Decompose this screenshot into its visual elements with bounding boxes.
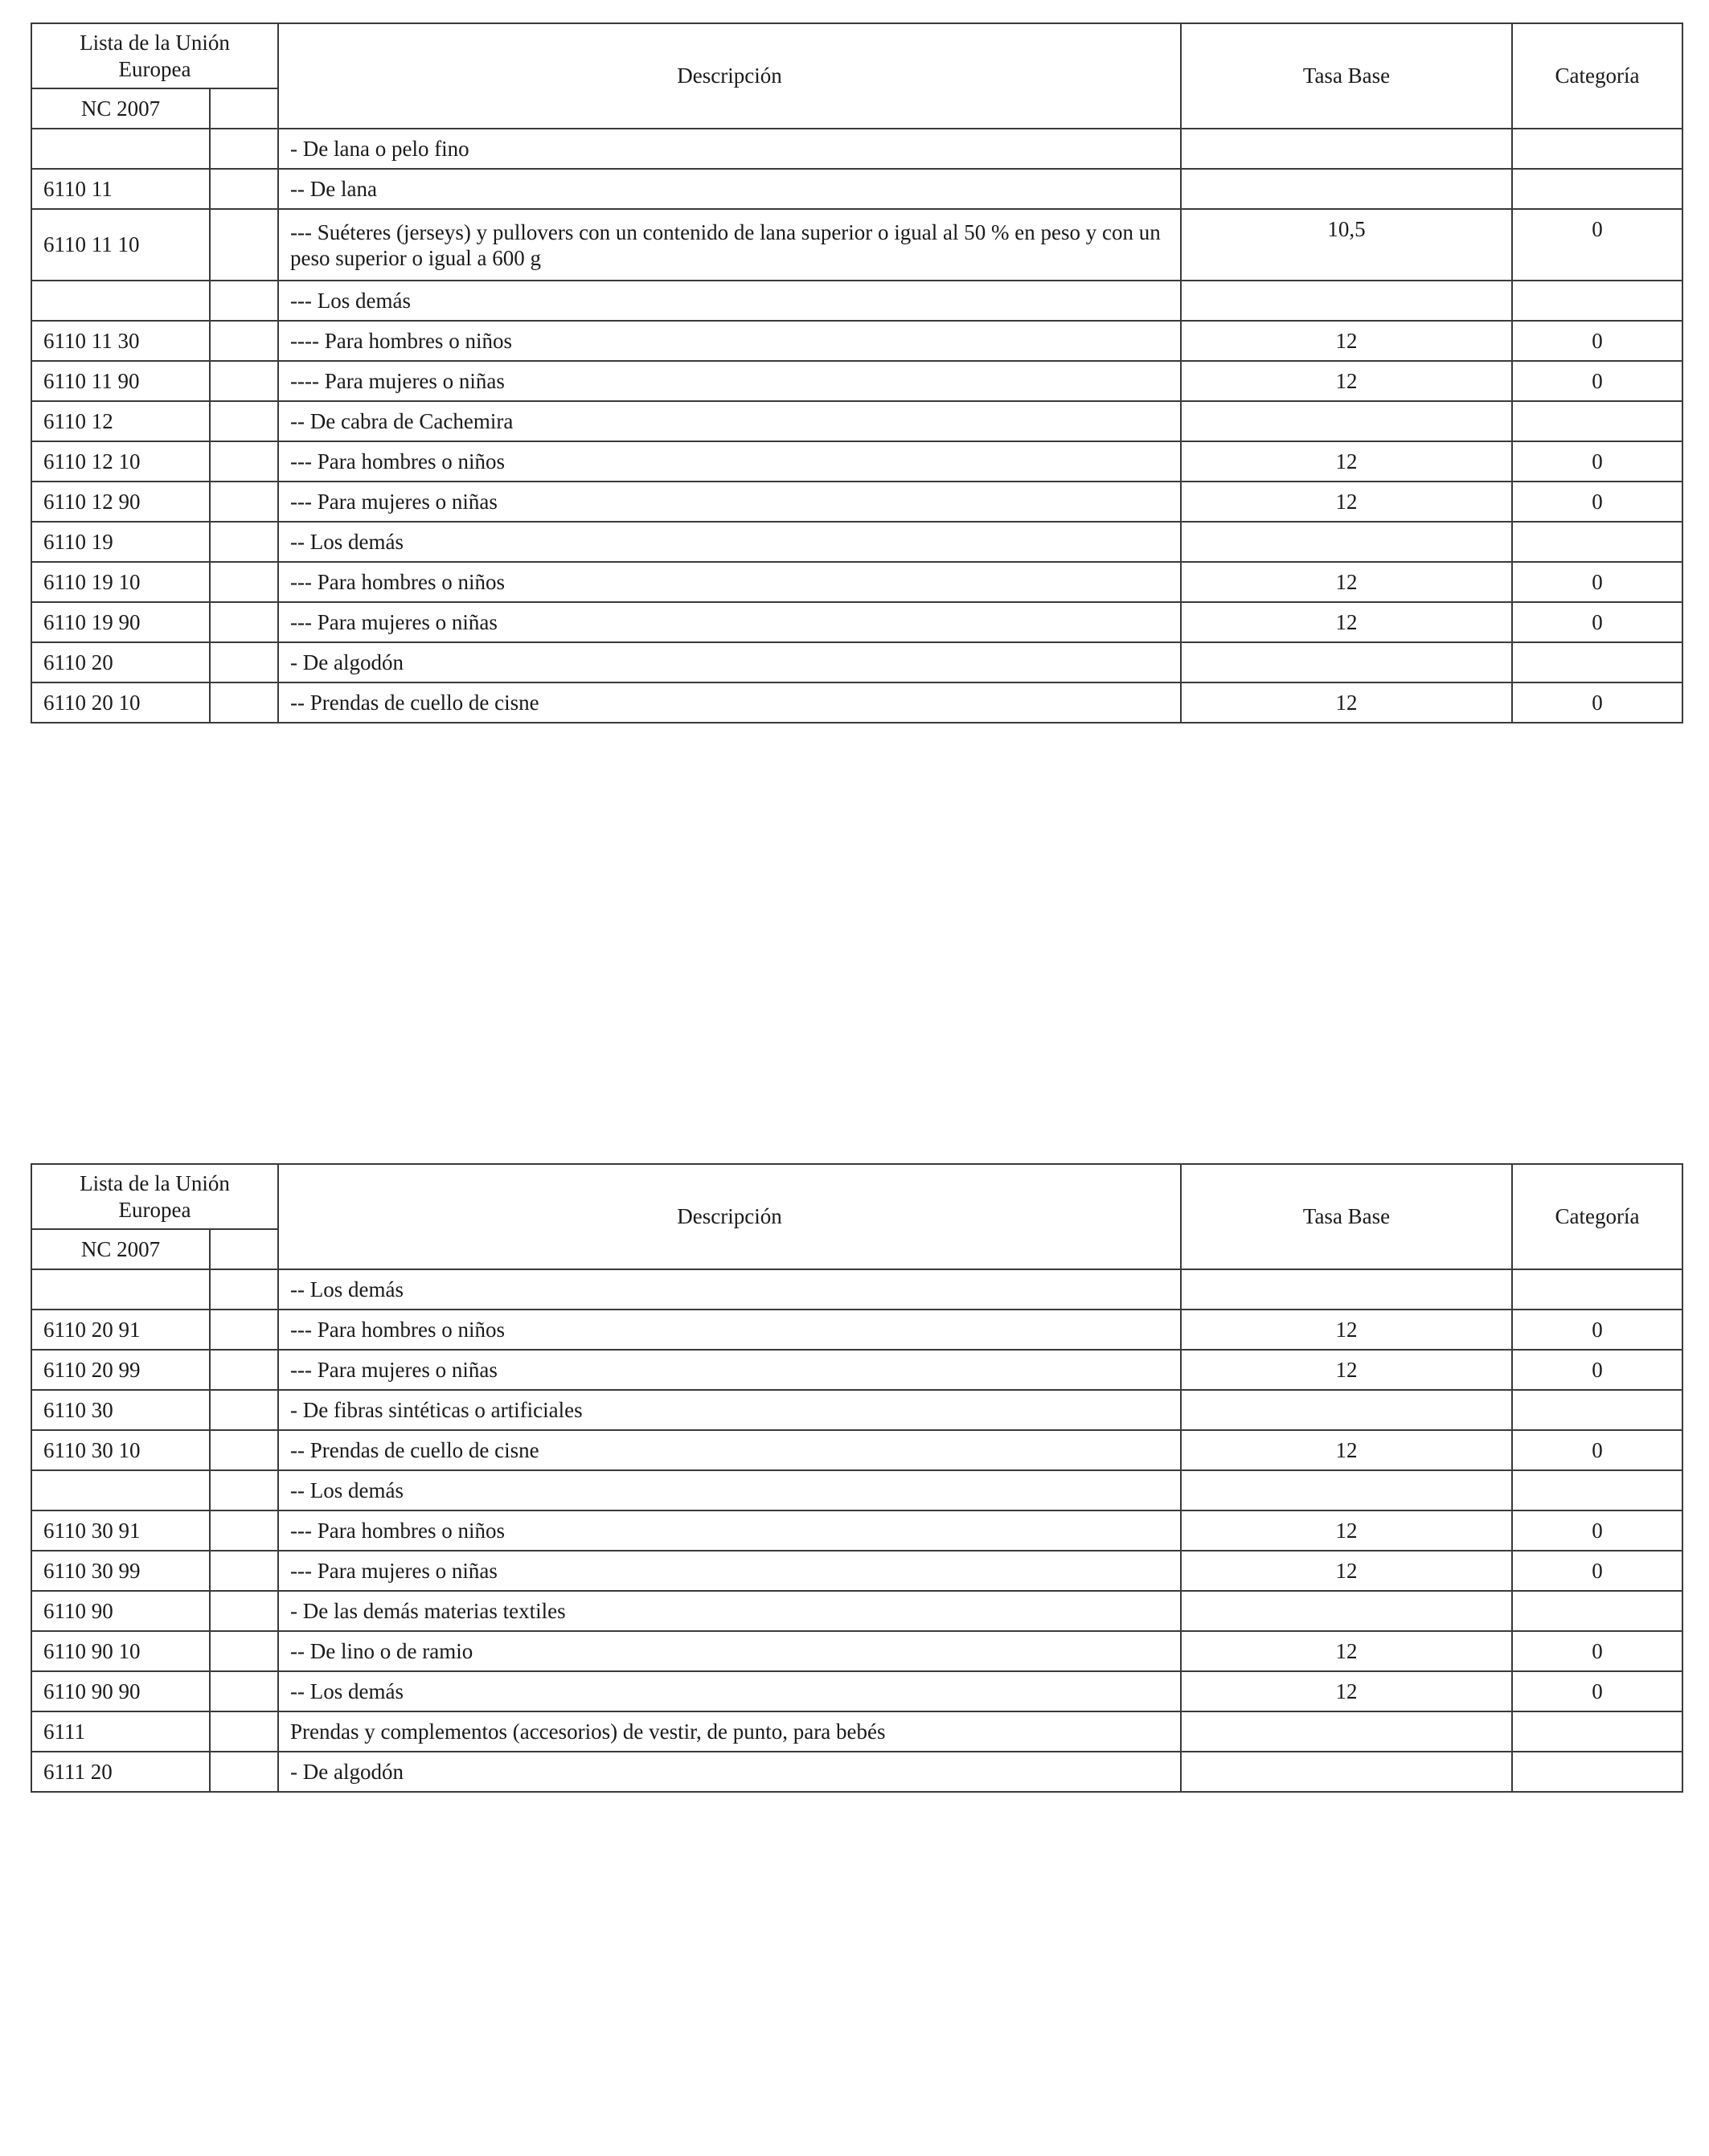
table-row bbox=[31, 602, 1682, 642]
table-row bbox=[31, 1350, 1682, 1390]
category-cell: 0 bbox=[1512, 1350, 1682, 1390]
blank-cell bbox=[210, 1752, 278, 1792]
rate-cell bbox=[1181, 1752, 1512, 1792]
description-cell: --- Los demás bbox=[278, 281, 1181, 321]
rate-cell: 12 bbox=[1181, 482, 1512, 522]
code-cell: 6110 20 bbox=[31, 642, 210, 682]
blank-cell bbox=[210, 1430, 278, 1470]
rate-cell: 12 bbox=[1181, 562, 1512, 602]
table-row bbox=[31, 361, 1682, 401]
blank-cell bbox=[210, 401, 278, 441]
rate-cell: 12 bbox=[1181, 682, 1512, 723]
category-cell bbox=[1512, 522, 1682, 562]
description-cell: --- Para hombres o niños bbox=[278, 562, 1181, 602]
category-cell bbox=[1512, 1269, 1682, 1310]
header-base-rate: Tasa Base bbox=[1181, 1164, 1512, 1269]
table-row bbox=[31, 441, 1682, 482]
category-cell bbox=[1512, 1591, 1682, 1631]
header-description: Descripción bbox=[278, 23, 1181, 129]
category-cell: 0 bbox=[1512, 602, 1682, 642]
header-description: Descripción bbox=[278, 1164, 1181, 1269]
rate-cell: 12 bbox=[1181, 1631, 1512, 1671]
code-cell: 6110 20 99 bbox=[31, 1350, 210, 1390]
header-nc-2007: NC 2007 bbox=[31, 1229, 210, 1269]
blank-cell bbox=[210, 1390, 278, 1430]
description-cell: - De las demás materias textiles bbox=[278, 1591, 1181, 1631]
table-row bbox=[31, 1671, 1682, 1711]
code-cell: 6110 12 10 bbox=[31, 441, 210, 482]
description-cell: -- Los demás bbox=[278, 522, 1181, 562]
blank-cell bbox=[210, 642, 278, 682]
category-cell: 0 bbox=[1512, 361, 1682, 401]
code-cell: 6110 20 91 bbox=[31, 1310, 210, 1350]
category-cell: 0 bbox=[1512, 1430, 1682, 1470]
description-cell: --- Para hombres o niños bbox=[278, 441, 1181, 482]
blank-cell bbox=[210, 361, 278, 401]
description-cell: - De algodón bbox=[278, 642, 1181, 682]
description-cell: -- De lana bbox=[278, 169, 1181, 209]
category-cell: 0 bbox=[1512, 1551, 1682, 1591]
header-nc-2007: NC 2007 bbox=[31, 88, 210, 129]
description-cell: -- Prendas de cuello de cisne bbox=[278, 682, 1181, 723]
blank-cell bbox=[210, 562, 278, 602]
code-cell: 6110 11 bbox=[31, 169, 210, 209]
description-cell: -- Los demás bbox=[278, 1470, 1181, 1510]
rate-cell: 12 bbox=[1181, 1430, 1512, 1470]
category-cell: 0 bbox=[1512, 562, 1682, 602]
table-row bbox=[31, 401, 1682, 441]
table-row bbox=[31, 1551, 1682, 1591]
rate-cell: 10,5 bbox=[1181, 209, 1512, 281]
description-cell: Prendas y complementos (accesorios) de vestir, de punto, para bebés bbox=[278, 1711, 1181, 1752]
category-cell bbox=[1512, 1390, 1682, 1430]
category-cell bbox=[1512, 401, 1682, 441]
header-eu-list: Lista de la Unión Europea bbox=[31, 1164, 278, 1229]
rate-cell bbox=[1181, 401, 1512, 441]
code-cell: 6110 11 30 bbox=[31, 321, 210, 361]
description-cell: --- Para mujeres o niñas bbox=[278, 482, 1181, 522]
category-cell: 0 bbox=[1512, 441, 1682, 482]
blank-cell bbox=[210, 482, 278, 522]
table-row bbox=[31, 209, 1682, 281]
code-cell: 6110 90 bbox=[31, 1591, 210, 1631]
table-row bbox=[31, 1752, 1682, 1792]
code-cell: 6110 30 bbox=[31, 1390, 210, 1430]
rate-cell bbox=[1181, 1470, 1512, 1510]
code-cell bbox=[31, 281, 210, 321]
code-cell: 6110 19 90 bbox=[31, 602, 210, 642]
category-cell: 0 bbox=[1512, 1310, 1682, 1350]
rate-cell bbox=[1181, 1390, 1512, 1430]
description-cell: - De algodón bbox=[278, 1752, 1181, 1792]
category-cell bbox=[1512, 281, 1682, 321]
blank-cell bbox=[210, 321, 278, 361]
code-cell: 6110 11 90 bbox=[31, 361, 210, 401]
table-row bbox=[31, 169, 1682, 209]
description-cell: --- Para hombres o niños bbox=[278, 1310, 1181, 1350]
category-cell bbox=[1512, 129, 1682, 169]
rate-cell bbox=[1181, 642, 1512, 682]
tariff-table-2 bbox=[31, 1163, 1683, 1793]
table-row bbox=[31, 522, 1682, 562]
code-cell bbox=[31, 129, 210, 169]
rate-cell bbox=[1181, 1711, 1512, 1752]
category-cell bbox=[1512, 169, 1682, 209]
blank-cell bbox=[210, 1510, 278, 1551]
tariff-table-1 bbox=[31, 23, 1683, 723]
table-row bbox=[31, 682, 1682, 723]
category-cell: 0 bbox=[1512, 1671, 1682, 1711]
rate-cell bbox=[1181, 522, 1512, 562]
rate-cell: 12 bbox=[1181, 602, 1512, 642]
rate-cell: 12 bbox=[1181, 1510, 1512, 1551]
rate-cell bbox=[1181, 1591, 1512, 1631]
blank-cell bbox=[210, 129, 278, 169]
blank-cell bbox=[210, 1551, 278, 1591]
blank-cell bbox=[210, 209, 278, 281]
category-cell: 0 bbox=[1512, 209, 1682, 281]
blank-cell bbox=[210, 602, 278, 642]
code-cell bbox=[31, 1269, 210, 1310]
blank-cell bbox=[210, 522, 278, 562]
table-row bbox=[31, 129, 1682, 169]
table-row bbox=[31, 642, 1682, 682]
table-row bbox=[31, 1470, 1682, 1510]
table-row bbox=[31, 1711, 1682, 1752]
table-row bbox=[31, 1430, 1682, 1470]
header-blank-cell bbox=[210, 1229, 278, 1269]
rate-cell bbox=[1181, 1269, 1512, 1310]
code-cell: 6110 90 10 bbox=[31, 1631, 210, 1671]
blank-cell bbox=[210, 1350, 278, 1390]
category-cell bbox=[1512, 1752, 1682, 1792]
code-cell: 6110 19 bbox=[31, 522, 210, 562]
category-cell: 0 bbox=[1512, 682, 1682, 723]
blank-cell bbox=[210, 169, 278, 209]
rate-cell bbox=[1181, 129, 1512, 169]
rate-cell: 12 bbox=[1181, 1551, 1512, 1591]
table-row bbox=[31, 1310, 1682, 1350]
description-cell: -- De lino o de ramio bbox=[278, 1631, 1181, 1671]
code-cell: 6110 11 10 bbox=[31, 209, 210, 281]
header-eu-list: Lista de la Unión Europea bbox=[31, 23, 278, 88]
blank-cell bbox=[210, 1591, 278, 1631]
description-cell: -- Los demás bbox=[278, 1671, 1181, 1711]
description-cell: - De fibras sintéticas o artificiales bbox=[278, 1390, 1181, 1430]
category-cell: 0 bbox=[1512, 1510, 1682, 1551]
rate-cell: 12 bbox=[1181, 1671, 1512, 1711]
blank-cell bbox=[210, 1671, 278, 1711]
category-cell: 0 bbox=[1512, 321, 1682, 361]
description-cell: -- Los demás bbox=[278, 1269, 1181, 1310]
category-cell bbox=[1512, 1470, 1682, 1510]
blank-cell bbox=[210, 1470, 278, 1510]
description-cell: ---- Para hombres o niños bbox=[278, 321, 1181, 361]
header-category: Categoría bbox=[1512, 23, 1682, 129]
description-cell: --- Para mujeres o niñas bbox=[278, 1551, 1181, 1591]
category-cell bbox=[1512, 642, 1682, 682]
description-cell: -- Prendas de cuello de cisne bbox=[278, 1430, 1181, 1470]
code-cell: 6110 19 10 bbox=[31, 562, 210, 602]
code-cell: 6111 bbox=[31, 1711, 210, 1752]
code-cell: 6110 30 91 bbox=[31, 1510, 210, 1551]
blank-cell bbox=[210, 1631, 278, 1671]
code-cell: 6110 20 10 bbox=[31, 682, 210, 723]
blank-cell bbox=[210, 441, 278, 482]
code-cell: 6110 30 99 bbox=[31, 1551, 210, 1591]
blank-cell bbox=[210, 682, 278, 723]
table-row bbox=[31, 321, 1682, 361]
code-cell: 6110 90 90 bbox=[31, 1671, 210, 1711]
blank-cell bbox=[210, 1310, 278, 1350]
description-cell: --- Para mujeres o niñas bbox=[278, 1350, 1181, 1390]
header-blank-cell bbox=[210, 88, 278, 129]
table-row bbox=[31, 1269, 1682, 1310]
header-category: Categoría bbox=[1512, 1164, 1682, 1269]
description-cell: --- Para hombres o niños bbox=[278, 1510, 1181, 1551]
rate-cell: 12 bbox=[1181, 1310, 1512, 1350]
table-row bbox=[31, 482, 1682, 522]
table-row bbox=[31, 1591, 1682, 1631]
code-cell bbox=[31, 1470, 210, 1510]
rate-cell: 12 bbox=[1181, 361, 1512, 401]
code-cell: 6111 20 bbox=[31, 1752, 210, 1792]
code-cell: 6110 12 bbox=[31, 401, 210, 441]
table-row bbox=[31, 281, 1682, 321]
rate-cell bbox=[1181, 281, 1512, 321]
blank-cell bbox=[210, 1711, 278, 1752]
category-cell bbox=[1512, 1711, 1682, 1752]
table-row bbox=[31, 1510, 1682, 1551]
table-row bbox=[31, 1390, 1682, 1430]
description-cell: --- Para mujeres o niñas bbox=[278, 602, 1181, 642]
category-cell: 0 bbox=[1512, 1631, 1682, 1671]
rate-cell bbox=[1181, 169, 1512, 209]
description-cell: -- De cabra de Cachemira bbox=[278, 401, 1181, 441]
description-cell: --- Suéteres (jerseys) y pullovers con un contenido de lana superior o igual al 50 % en peso y con un peso superior o igual a 600 g bbox=[278, 209, 1181, 281]
blank-cell bbox=[210, 281, 278, 321]
category-cell: 0 bbox=[1512, 482, 1682, 522]
code-cell: 6110 12 90 bbox=[31, 482, 210, 522]
description-cell: - De lana o pelo fino bbox=[278, 129, 1181, 169]
rate-cell: 12 bbox=[1181, 1350, 1512, 1390]
rate-cell: 12 bbox=[1181, 441, 1512, 482]
header-base-rate: Tasa Base bbox=[1181, 23, 1512, 129]
table-row bbox=[31, 562, 1682, 602]
description-cell: ---- Para mujeres o niñas bbox=[278, 361, 1181, 401]
table-row bbox=[31, 1631, 1682, 1671]
code-cell: 6110 30 10 bbox=[31, 1430, 210, 1470]
rate-cell: 12 bbox=[1181, 321, 1512, 361]
blank-cell bbox=[210, 1269, 278, 1310]
